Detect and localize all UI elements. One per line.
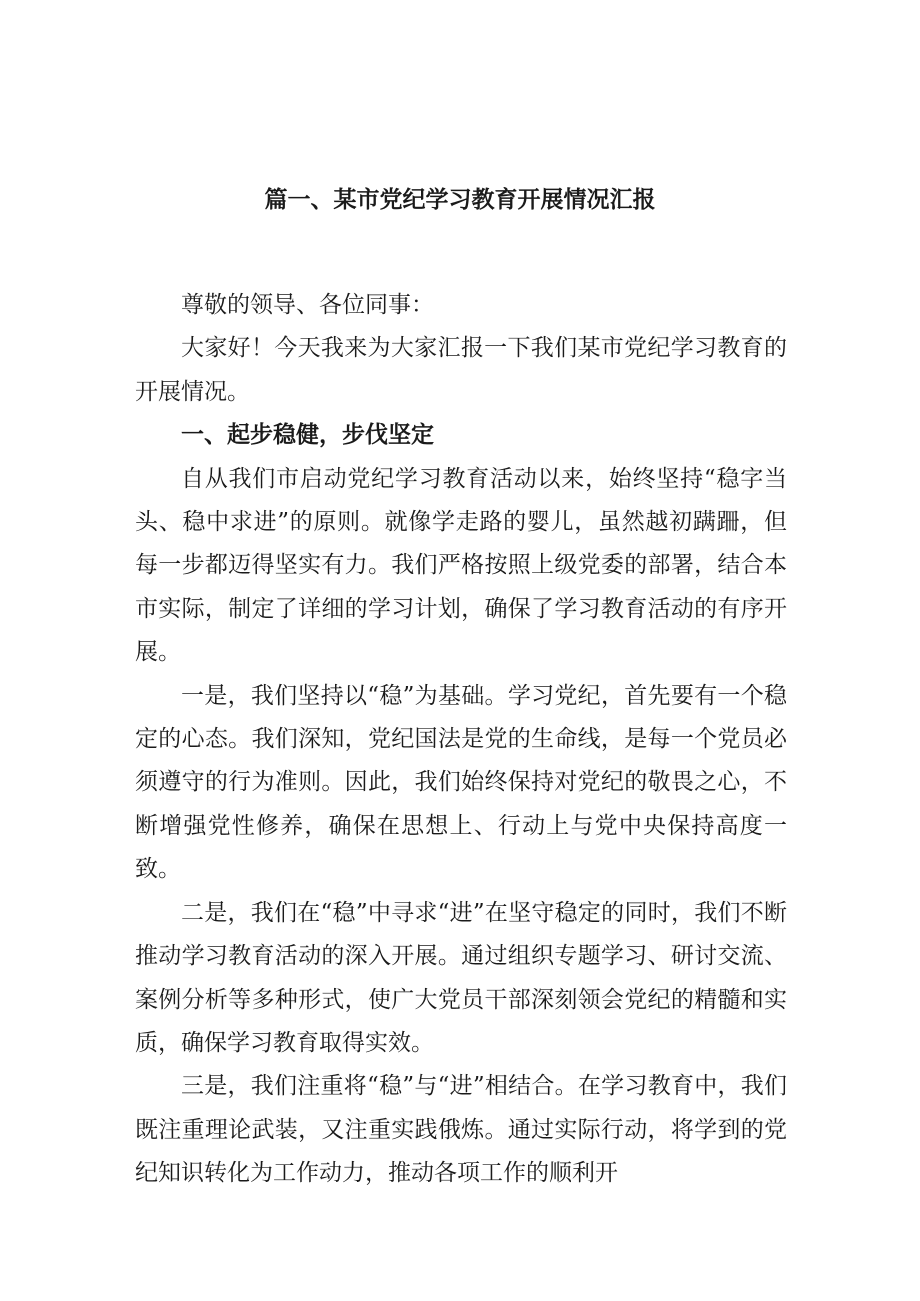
paragraph-point-two: 二是，我们在“稳”中寻求“进”在坚守稳定的同时，我们不断推动学习教育活动的深入开展。通过组织专题学习、研讨交流、案例分析等多种形式，使广大党员干部深刻领会党纪的精髓和实质，确保学习教育取得实效。 — [135, 899, 787, 1056]
document-body — [135, 284, 787, 1196]
paragraph-greeting: 大家好！今天我来为大家汇报一下我们某市党纪学习教育的开展情况。 — [135, 335, 787, 405]
document-title: 篇一、某市党纪学习教育开展情况汇报 — [264, 187, 656, 213]
salutation: 尊敬的领导、各位同事： — [181, 292, 434, 318]
paragraph-intro: 自从我们市启动党纪学习教育活动以来，始终坚持“稳字当头、稳中求进”的原则。就像学走路的婴儿，虽然越初蹒跚，但每一步都迈得坚实有力。我们严格按照上级党委的部署，结合本市实际，制定了详细的学习计划，确保了学习教育活动的有序开展。 — [135, 465, 787, 666]
paragraph-point-three: 三是，我们注重将“稳”与“进”相结合。在学习教育中，我们既注重理论武装，又注重实践俄炼。通过实际行动，将学到的党纪知识转化为工作动力，推动各项工作的顺利开 — [135, 1073, 787, 1187]
section-heading: 一、起步稳健，步伐坚定 — [181, 422, 434, 449]
paragraph-point-one: 一是，我们坚持以“稳”为基础。学习党纪，首先要有一个稳定的心态。我们深知，党纪国法是党的生命线，是每一个党员必须遵守的行为准则。因此，我们始终保持对党纪的敬畏之心，不断增强党性修养，确保在思想上、行动上与党中央保持高度一致。 — [135, 682, 787, 883]
